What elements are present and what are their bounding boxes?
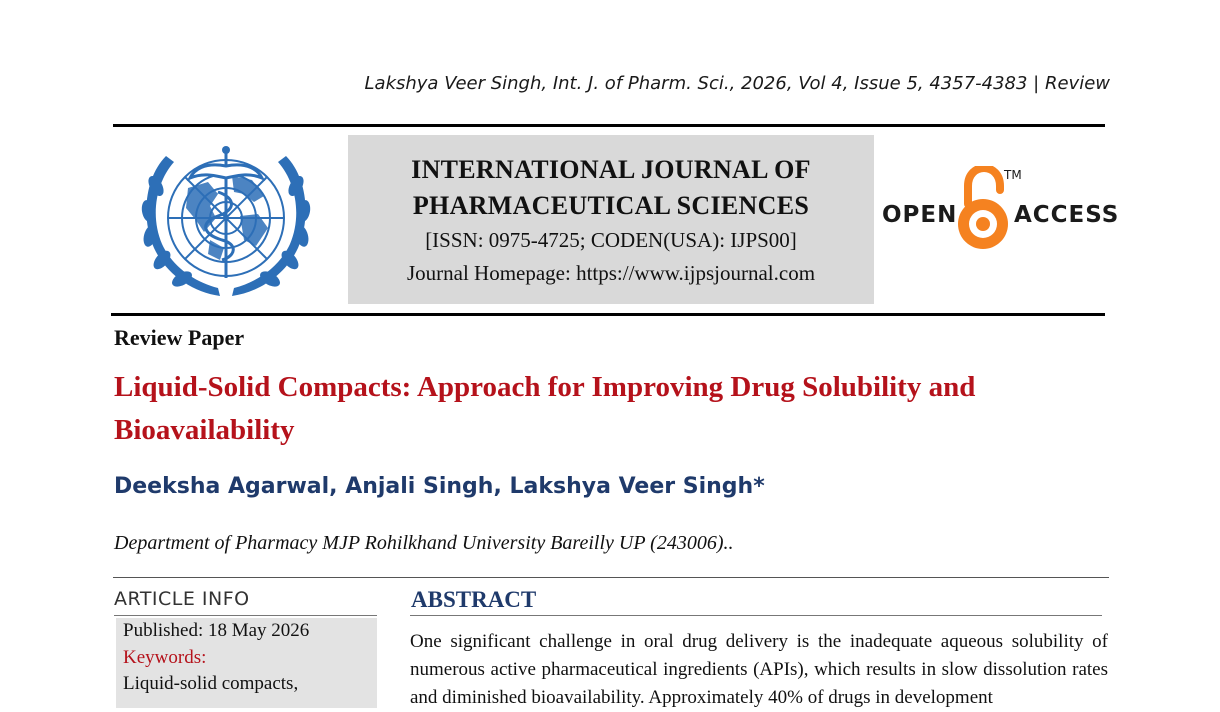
running-header: Lakshya Veer Singh, Int. J. of Pharm. Sci., 2026, Vol 4, Issue 5, 4357-4383 | Review bbox=[364, 73, 1110, 94]
section-divider bbox=[113, 577, 1109, 578]
keywords-value: Liquid-solid compacts, bbox=[123, 673, 299, 694]
open-access-logo bbox=[878, 164, 1120, 254]
header-top-rule bbox=[113, 124, 1105, 127]
open-access-right-text: ACCESS bbox=[1014, 202, 1120, 228]
keywords-label: Keywords: bbox=[123, 647, 207, 668]
paper-type-label: Review Paper bbox=[114, 325, 245, 350]
paper-title: Liquid-Solid Compacts: Approach for Improving Drug Solubility and Bioavailability bbox=[114, 371, 976, 446]
abstract-underline bbox=[410, 615, 1102, 616]
journal-name-line-2: PHARMACEUTICAL SCIENCES bbox=[412, 191, 810, 220]
open-access-left-text: OPEN bbox=[882, 202, 958, 228]
journal-homepage[interactable]: Journal Homepage: https://www.ijpsjournal.com bbox=[406, 261, 816, 285]
article-info-heading: ARTICLE INFO bbox=[114, 588, 250, 610]
article-info-underline bbox=[114, 615, 377, 616]
trademark-mark: TM bbox=[1004, 168, 1022, 182]
abstract-heading: ABSTRACT bbox=[411, 587, 537, 612]
abstract-text: One significant challenge in oral drug delivery is the inadequate aqueous solubility of numerous active pharmaceutical ingredients (APIs), which results in slow dissolution rates and diminished bioavailability. Approximately 40% of drugs in development bbox=[410, 631, 1108, 708]
un-emblem-caduceus-icon bbox=[126, 136, 326, 308]
author-affiliation: Department of Pharmacy MJP Rohilkhand University Bareilly UP (243006).. bbox=[114, 532, 734, 554]
author-list: Deeksha Agarwal, Anjali Singh, Lakshya Veer Singh* bbox=[114, 474, 765, 499]
published-date: Published: 18 May 2026 bbox=[123, 620, 310, 641]
journal-logo bbox=[126, 136, 326, 308]
journal-issn: [ISSN: 0975-4725; CODEN(USA): IJPS00] bbox=[425, 228, 797, 252]
journal-name-line-1: INTERNATIONAL JOURNAL OF bbox=[411, 155, 811, 184]
header-bottom-rule bbox=[111, 313, 1105, 316]
journal-banner bbox=[348, 135, 874, 304]
